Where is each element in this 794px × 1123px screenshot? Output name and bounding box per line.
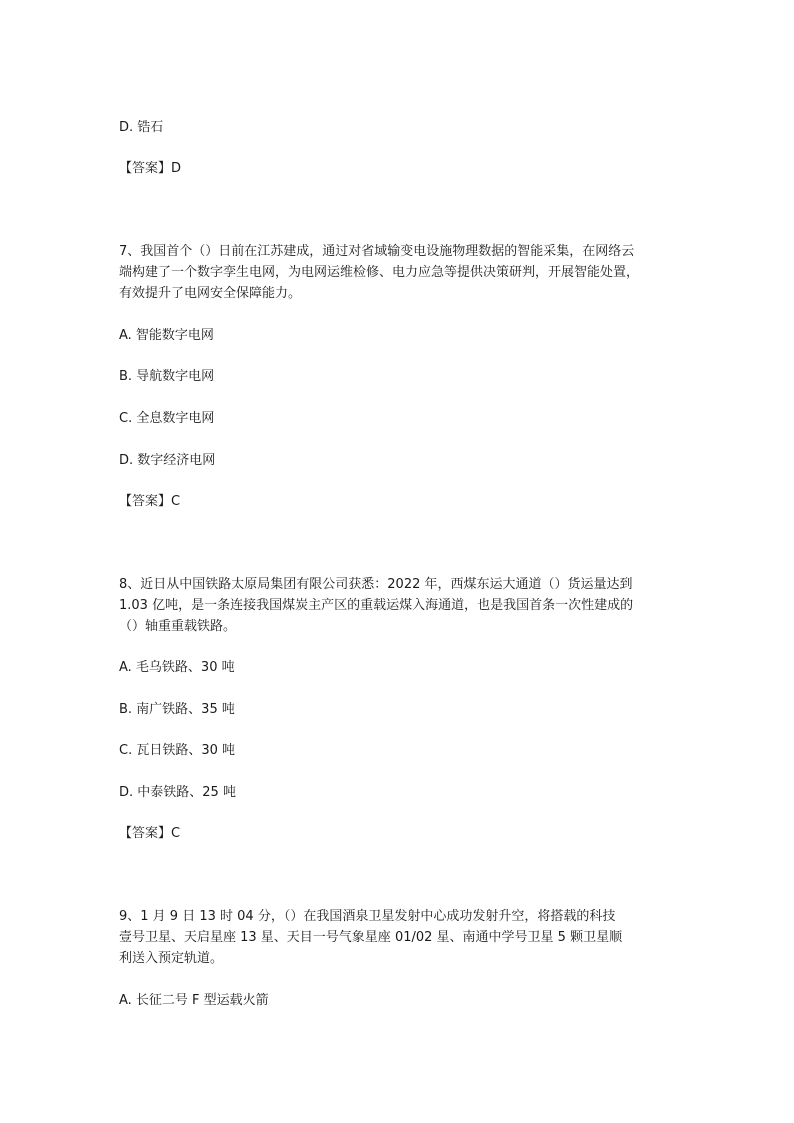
q7-option-c: C. 全息数字电网 — [119, 411, 215, 426]
prev-answer: 【答案】D — [119, 161, 182, 176]
q7-option-b: B. 导航数字电网 — [119, 369, 215, 384]
q9-line-1: 9、1 月 9 日 13 时 04 分，（）在我国酒泉卫星发射中心成功发射升空，将搭载的科技 — [119, 909, 616, 924]
q8-option-b: B. 南广铁路、35 吨 — [119, 702, 235, 717]
q7-answer: 【答案】C — [119, 494, 181, 509]
q9-line-2: 壹号卫星、天启星座 13 星、天目一号气象星座 01/02 星、南通中学号卫星 5 颗卫星顺 — [119, 930, 623, 945]
q8-option-d: D. 中泰铁路、25 吨 — [119, 785, 236, 800]
q7-option-a: A. 智能数字电网 — [119, 328, 214, 343]
q8-option-c: C. 瓦日铁路、30 吨 — [119, 743, 236, 758]
q7-line-3: 有效提升了电网安全保障能力。 — [119, 286, 302, 301]
q7-line-2: 端构建了一个数字孪生电网，为电网运维检修、电力应急等提供决策研判，开展智能处置， — [119, 265, 640, 280]
prev-option-d: D. 锆石 — [119, 120, 164, 135]
q7-line-1: 7、我国首个（）日前在江苏建成，通过对省域输变电设施物理数据的智能采集，在网络云 — [119, 244, 635, 259]
q8-option-a: A. 毛乌铁路、30 吨 — [119, 660, 235, 675]
q8-line-3: （）轴重重载铁路。 — [119, 619, 237, 634]
q8-line-2: 1.03 亿吨，是一条连接我国煤炭主产区的重载运煤入海通道，也是我国首条一次性建成的 — [119, 598, 634, 613]
q9-option-a: A. 长征二号 F 型运载火箭 — [119, 993, 269, 1008]
q8-answer: 【答案】C — [119, 826, 181, 841]
q7-option-d: D. 数字经济电网 — [119, 453, 216, 468]
q9-line-3: 利送入预定轨道。 — [119, 951, 224, 966]
q8-line-1: 8、近日从中国铁路太原局集团有限公司获悉：2022 年，西煤东运大通道（）货运量达到 — [119, 577, 633, 592]
